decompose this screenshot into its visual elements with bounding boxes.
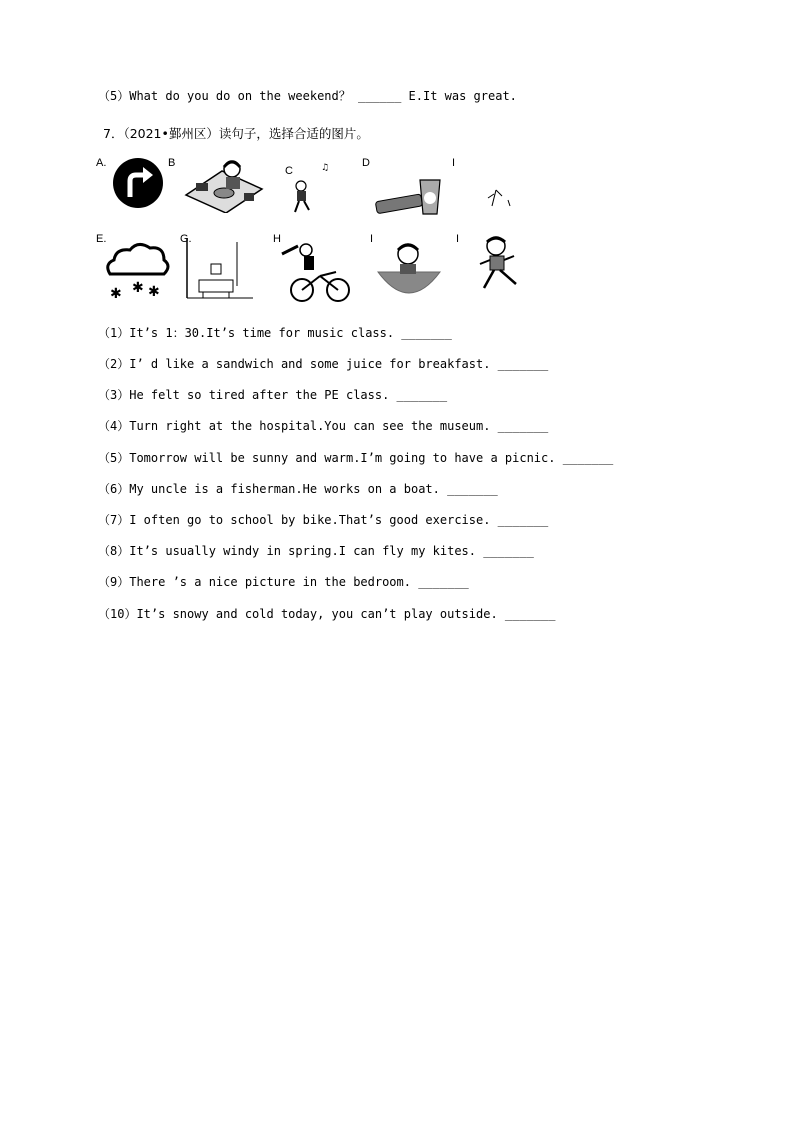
- kite-picture: [484, 186, 514, 210]
- sentence-3: （3）He felt so tired after the PE class. _______: [98, 388, 448, 402]
- picture-label-i-1: I: [452, 157, 456, 169]
- picture-label-h: H: [273, 233, 281, 245]
- sandwich-juice-picture: [374, 176, 450, 216]
- question-title: 7．（2021•鄞州区）读句子，选择合适的图片。: [103, 126, 369, 141]
- svg-text:✱: ✱: [148, 284, 160, 300]
- sentence-5: （5）Tomorrow will be sunny and warm.I’m going to have a picnic. _______: [98, 451, 614, 465]
- picture-label-e: E.: [96, 233, 107, 245]
- bedroom-picture: [183, 236, 257, 302]
- svg-text:✱: ✱: [132, 280, 144, 296]
- picture-label-i-3: I: [456, 233, 460, 245]
- girl-riding-bike-picture: [276, 240, 352, 302]
- picture-label-b: B: [168, 157, 176, 169]
- sentence-8: （8）It’s usually windy in spring.I can fly my kites. _______: [98, 544, 534, 558]
- previous-question-item: （5）What do you do on the weekend？ ______ E.It was great.: [98, 89, 517, 103]
- picture-label-c: C: [285, 165, 293, 177]
- snowy-cloud-picture: [102, 240, 172, 300]
- sentence-4: （4）Turn right at the hospital.You can see the museum. _______: [98, 419, 549, 433]
- tired-boy-picture: [285, 158, 340, 218]
- sentence-1: （1）It’s 1：30.It’s time for music class. _______: [98, 326, 452, 340]
- sentence-10: （10）It’s snowy and cold today, you can’t play outside. _______: [98, 607, 556, 621]
- picture-label-a: A.: [96, 157, 107, 169]
- running-boy-picture: [474, 234, 526, 296]
- svg-text:✱: ✱: [110, 286, 122, 300]
- breakfast-girl-picture: [182, 157, 264, 213]
- sentence-9: （9）There ’s a nice picture in the bedroom. _______: [98, 575, 469, 589]
- fisherman-boat-picture: [376, 238, 442, 300]
- turn-right-sign-picture: [110, 157, 166, 209]
- picture-label-i-2: I: [370, 233, 374, 245]
- sentence-2: （2）I’ d like a sandwich and some juice for breakfast. _______: [98, 357, 549, 371]
- svg-text:♫: ♫: [321, 163, 330, 173]
- sentence-6: （6）My uncle is a fisherman.He works on a boat. _______: [98, 482, 498, 496]
- picture-label-g: G.: [180, 233, 192, 245]
- picture-label-d: D: [362, 157, 370, 169]
- sentence-7: （7）I often go to school by bike.That’s good exercise. _______: [98, 513, 549, 527]
